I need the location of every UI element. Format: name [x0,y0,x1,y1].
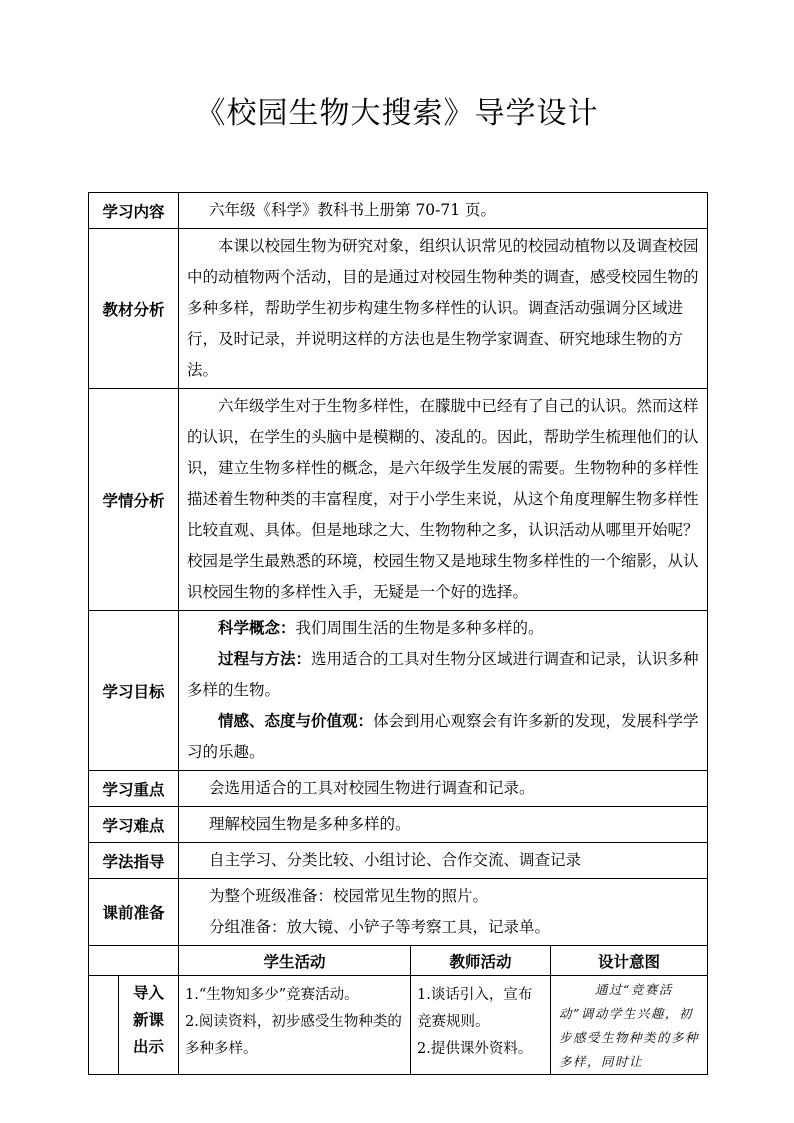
goal-text: 我们周围生活的生物是多种多样的。 [295,619,544,637]
header-student-activity: 学生活动 [179,946,411,976]
goal-item [187,613,699,644]
label-material: 教材分析 [89,229,179,389]
row-activity-header [89,946,708,976]
student-activity-item: 2.阅读资料，初步感受生物种类的多种多样。 [185,1014,402,1057]
row-method [89,843,708,879]
student-activity-cell [179,976,411,1075]
text-method: 自主学习、分类比较、小组讨论、合作交流、调查记录 [179,843,708,879]
goal-text: 体会到用心观察会有许多新的发现，发展科学学习的乐趣。 [187,712,699,761]
row-focus [89,771,708,807]
prep-line-class: 为整个班级准备：校园常见生物的照片。 [209,887,489,905]
row-goals [89,611,708,771]
goal-item [187,644,699,706]
goal-key: 过程与方法： [218,650,312,668]
row-content [89,193,708,229]
page-title: 《校园生物大搜索》导学设计 [195,96,599,131]
text-students: 六年级学生对于生物多样性，在朦胧中已经有了自己的认识。然而这样的认识，在学生的头脑中是模糊的、凌乱的。因此，帮助学生梳理他们的认识，建立生物多样性的概念，是六年级学生发展的需要。生物物种的多样性描述着生物种类的丰富程度，对于小学生来说，从这个角度理解生物多样性比较直观、具体。但是地球之大、生物物种之多，认识活动从哪里开始呢？校园是学生最熟悉的环境，校园生物又是地球生物多样性的一个缩影，从认识校园生物的多样性入手，无疑是一个好的选择。 [187,397,699,601]
label-method: 学法指导 [89,843,179,879]
row-material [89,229,708,389]
design-intent-text: 通过“竞赛活动”调动学生兴趣，初步感受生物种类的多种多样，同时让 [559,982,700,1069]
stage-label: 导入 新课 出示 [119,976,179,1075]
label-students: 学情分析 [89,389,179,611]
label-content: 学习内容 [89,193,179,229]
text-content: 六年级《科学》教科书上册第 70-71 页。 [179,193,708,229]
goal-key: 情感、态度与价值观： [218,712,374,730]
teacher-activity-item: 2.提供课外资料。 [417,1041,533,1057]
prep-line-group: 分组准备：放大镜、小铲子等考察工具，记录单。 [209,918,551,936]
label-difficulty: 学习难点 [89,807,179,843]
goal-key: 科学概念： [218,619,296,637]
text-difficulty: 理解校园生物是多种多样的。 [179,807,708,843]
label-focus: 学习重点 [89,771,179,807]
text-material: 本课以校园生物为研究对象，组织认识常见的校园动植物以及调查校园中的动植物两个活动，目的是通过对校园生物种类的调查，感受校园生物的多种多样，帮助学生初步构建生物多样性的认识。调查活动强调分区域进行，及时记录，并说明这样的方法也是生物学家调查、研究地球生物的方法。 [187,237,699,379]
row-stage-intro [89,976,708,1075]
header-teacher-activity: 教师活动 [411,946,551,976]
student-activity-item: 1.“生物知多少”竞赛活动。 [185,987,359,1003]
row-difficulty [89,807,708,843]
row-prep [89,879,708,946]
lesson-plan-table [88,192,708,1075]
label-goals: 学习目标 [89,611,179,771]
goal-item [187,706,699,768]
teacher-activity-cell [411,976,551,1075]
header-design-intent: 设计意图 [551,946,708,976]
text-focus: 会选用适合的工具对校园生物进行调查和记录。 [179,771,708,807]
row-students [89,389,708,611]
goal-text: 选用适合的工具对生物分区域进行调查和记录，认识多种多样的生物。 [187,650,699,699]
teacher-activity-item: 1.谈话引入，宣布竞赛规则。 [417,987,533,1030]
label-prep: 课前准备 [89,879,179,946]
